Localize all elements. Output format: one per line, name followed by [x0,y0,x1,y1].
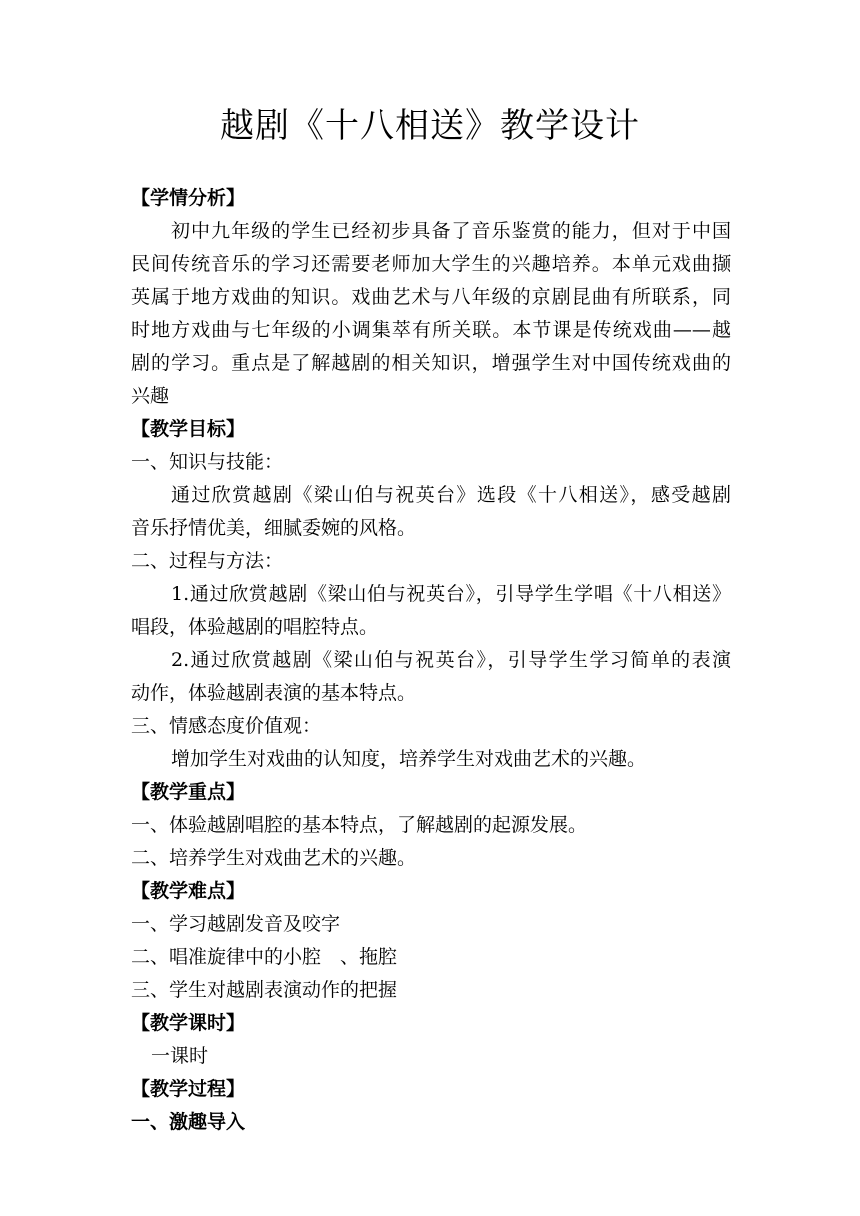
document-title: 越剧《十八相送》教学设计 [220,106,640,146]
paragraph-line: 剧的学习。重点是了解越剧的相关知识，增强学生对中国传统戏曲的 [131,352,731,374]
paragraph-line: 初中九年级的学生已经初步具备了音乐鉴赏的能力，但对于中国 [171,220,731,242]
section-heading-process: 【教学过程】 [131,1078,246,1100]
list-item: 三、学生对越剧表演动作的把握 [131,979,398,1001]
section-heading-difficulties: 【教学难点】 [131,880,246,902]
subsection-title-attitude: 三、情感态度价值观： [131,715,322,737]
paragraph-line: 1.通过欣赏越剧《梁山伯与祝英台》，引导学生学唱《十八相送》 [171,583,731,605]
paragraph-line: 兴趣 [131,385,170,407]
paragraph-line: 2.通过欣赏越剧《梁山伯与祝英台》，引导学生学习简单的表演 [171,649,731,671]
section-heading-learner-analysis: 【学情分析】 [131,187,246,209]
section-heading-key-points: 【教学重点】 [131,781,246,803]
list-item: 一、学习越剧发音及咬字 [131,913,341,935]
document-body [131,182,731,1139]
paragraph-line: 民间传统音乐的学习还需要老师加大学生的兴趣培养。本单元戏曲撷 [131,253,731,275]
section-heading-teaching-goals: 【教学目标】 [131,418,246,440]
paragraph-line: 动作，体验越剧表演的基本特点。 [131,682,417,704]
subsection-title-process: 二、过程与方法： [131,550,284,572]
paragraph-line: 通过欣赏越剧《梁山伯与祝英台》选段《十八相送》，感受越剧 [171,484,731,506]
section-heading-class-hours: 【教学课时】 [131,1012,246,1034]
class-hours-value: 一课时 [151,1045,209,1067]
paragraph-line: 增加学生对戏曲的认知度，培养学生对戏曲艺术的兴趣。 [171,748,647,770]
subsection-title-knowledge: 一、知识与技能： [131,451,284,473]
list-item: 二、唱准旋律中的小腔 、拖腔 [131,946,398,968]
paragraph-line: 时地方戏曲与七年级的小调集萃有所关联。本节课是传统戏曲——越 [131,319,731,341]
paragraph-line: 音乐抒情优美，细腻委婉的风格。 [131,517,417,539]
list-item: 二、培养学生对戏曲艺术的兴趣。 [131,847,417,869]
paragraph-line: 唱段，体验越剧的唱腔特点。 [131,616,379,638]
process-step-heading: 一、激趣导入 [131,1111,246,1133]
list-item: 一、体验越剧唱腔的基本特点，了解越剧的起源发展。 [131,814,588,836]
paragraph-line: 英属于地方戏曲的知识。戏曲艺术与八年级的京剧昆曲有所联系，同 [131,286,731,308]
